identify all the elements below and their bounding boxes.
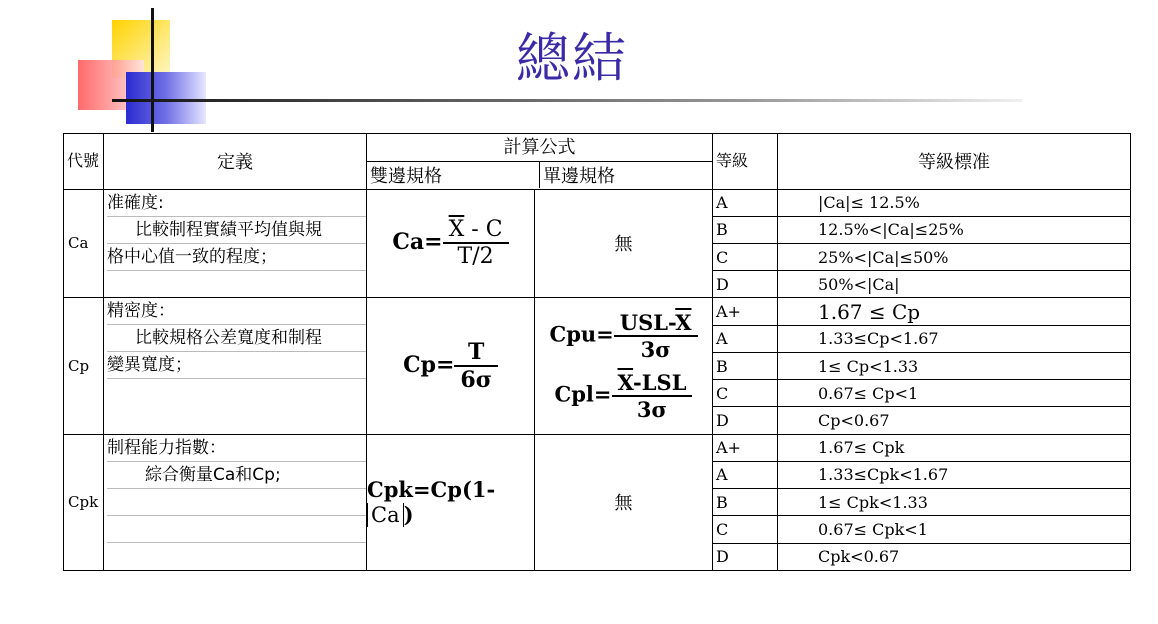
- grade-label: A+: [713, 298, 778, 325]
- formula-ca-bilateral: [367, 189, 535, 298]
- logo-vertical-line: [151, 8, 154, 132]
- grade-label: B: [713, 216, 778, 243]
- header-formula-group: [367, 134, 713, 190]
- grade-label: A: [713, 325, 778, 352]
- definition-cp: [104, 298, 367, 434]
- grade-label: B: [713, 352, 778, 379]
- formula-fraction: [443, 217, 509, 269]
- grade-label: A: [713, 461, 778, 488]
- formula-cp-unilateral: [535, 298, 713, 434]
- grade-label: C: [713, 516, 778, 543]
- grade-label: A+: [713, 434, 778, 461]
- formula-numerator: - C: [464, 217, 503, 243]
- grade-label: D: [713, 543, 778, 570]
- formula-cp-bilateral: [367, 298, 535, 434]
- header-unilateral: 單邊規格: [543, 166, 615, 188]
- grade-label: D: [713, 407, 778, 434]
- header-bilateral: 雙邊規格: [367, 162, 540, 188]
- code-cp: Cp: [64, 298, 104, 434]
- grade-label: B: [713, 489, 778, 516]
- grade-criteria: 1.67≤ Cpk: [778, 434, 1131, 461]
- definition-text: 比較規格公差寬度和制程: [107, 325, 366, 352]
- formula-fraction: [612, 370, 693, 422]
- formula-cpl: [535, 370, 712, 422]
- header-formula-sub: [367, 162, 712, 188]
- grade-criteria: 50%<|Ca|: [778, 271, 1131, 298]
- definition-cpk: [104, 434, 367, 570]
- formula-abs-ca: Ca: [367, 503, 404, 527]
- grade-criteria: 25%<|Ca|≤50%: [778, 243, 1131, 270]
- title-underline: [112, 99, 1022, 102]
- grade-criteria: 1≤ Cp<1.33: [778, 352, 1131, 379]
- formula-denominator: T/2: [457, 244, 494, 270]
- grade-criteria: 1≤ Cpk<1.33: [778, 489, 1131, 516]
- formula-denominator: 3σ: [636, 397, 668, 423]
- grade-criteria: 0.67≤ Cp<1: [778, 380, 1131, 407]
- table-row: [64, 189, 1131, 216]
- definition-title: 准確度:: [107, 190, 366, 217]
- header-definition: 定義: [104, 134, 367, 190]
- table-row: [64, 298, 1131, 325]
- grade-criteria: Cp<0.67: [778, 407, 1131, 434]
- formula-cpu: [535, 310, 712, 362]
- grade-criteria: 1.67 ≤ Cp: [778, 298, 1131, 325]
- definition-title: 制程能力指數：: [107, 435, 366, 462]
- header-formula: 計算公式: [367, 134, 712, 162]
- code-ca: Ca: [64, 189, 104, 298]
- formula-lhs: Cpu=: [549, 321, 614, 347]
- formula-ca-unilateral: 無: [535, 189, 713, 298]
- formula-fraction: [454, 339, 498, 393]
- logo-blue-square: [126, 72, 206, 124]
- grade-criteria: 0.67≤ Cpk<1: [778, 516, 1131, 543]
- formula-lhs: Cp=: [403, 352, 455, 379]
- grade-criteria: Cpk<0.67: [778, 543, 1131, 570]
- definition-text: 比較制程實績平均值與規: [107, 217, 366, 244]
- slide-logo-decoration: [0, 0, 230, 135]
- table-row: [64, 434, 1131, 461]
- code-cpk: Cpk: [64, 434, 104, 570]
- header-row: [64, 134, 1131, 190]
- grade-label: A: [713, 189, 778, 216]
- definition-text: 格中心值一致的程度；: [107, 244, 366, 271]
- definition-text: 綜合衡量Ca和Cp;: [107, 462, 366, 489]
- formula-fraction: [614, 310, 698, 362]
- formula-denominator: 3σ: [640, 337, 671, 363]
- definition-text: 變異寬度；: [107, 352, 366, 379]
- grade-criteria: 1.33≤Cp<1.67: [778, 325, 1131, 352]
- header-grade-criteria: 等級標准: [778, 134, 1131, 190]
- grade-criteria: |Ca|≤ 12.5%: [778, 189, 1131, 216]
- grade-label: C: [713, 380, 778, 407]
- header-code: 代號: [64, 134, 104, 190]
- formula-numerator: -LSL: [633, 370, 687, 396]
- slide-title: 總結: [516, 27, 628, 90]
- grade-label: D: [713, 271, 778, 298]
- grade-criteria: 12.5%<|Ca|≤25%: [778, 216, 1131, 243]
- formula-xbar: $\overline{X}$: [617, 370, 634, 396]
- header-grade: 等級: [713, 134, 778, 190]
- formula-numerator: USL-: [619, 310, 676, 336]
- formula-xbar: $\overline{X}$: [675, 310, 692, 336]
- formula-lhs: Cpl=: [554, 381, 612, 407]
- definition-ca: [104, 189, 367, 298]
- formula-cpk-unilateral: 無: [535, 434, 713, 570]
- formula-lhs: Ca=: [392, 229, 443, 256]
- formula-cpk-bilateral: [367, 434, 535, 570]
- definition-title: 精密度：: [107, 298, 366, 325]
- formula-text: ): [403, 502, 414, 528]
- formula-text: Cpk=Cp(1-: [367, 477, 496, 503]
- grade-criteria: 1.33≤Cpk<1.67: [778, 461, 1131, 488]
- formula-numerator: T: [454, 339, 498, 367]
- formula-denominator: 6σ: [460, 367, 492, 394]
- grade-label: C: [713, 243, 778, 270]
- formula-xbar: $\overline{X}$: [448, 217, 465, 243]
- summary-table: [63, 133, 1131, 571]
